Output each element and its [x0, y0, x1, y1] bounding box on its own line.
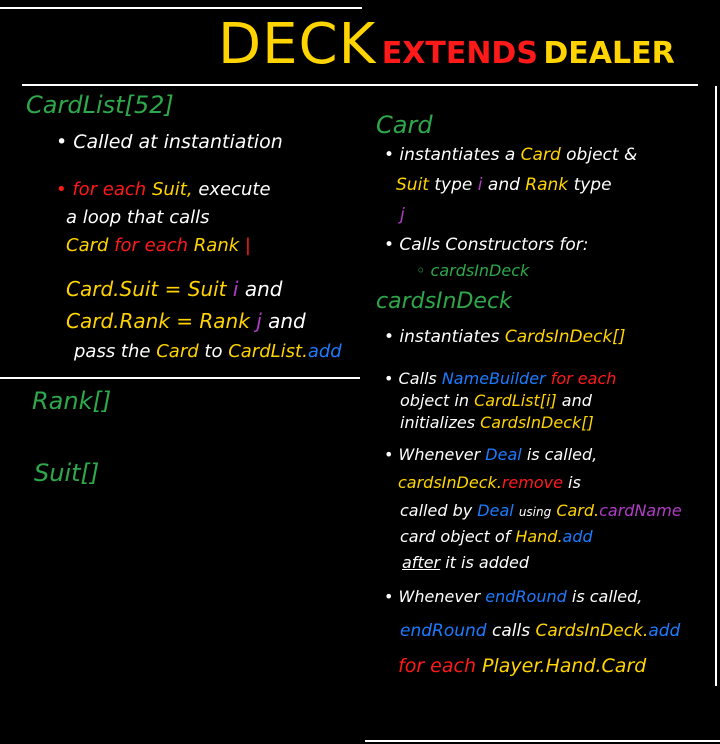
- card-suit-assign-line: [66, 278, 282, 300]
- cardsindeck-ref: cardsInDeck.: [398, 473, 502, 492]
- called-by-deal-line: [400, 502, 682, 520]
- rank-ref: Rank: [193, 235, 240, 256]
- whenever-text: • Whenever: [384, 445, 481, 464]
- loop-line: a loop that calls: [66, 207, 210, 228]
- title-extends: EXTENDS: [381, 36, 538, 71]
- using-text: using: [518, 505, 552, 519]
- rank-rhs: Rank: [199, 309, 250, 333]
- type-text: type: [573, 175, 612, 195]
- deal-ref: Deal: [477, 501, 514, 520]
- whenever-text: • Whenever: [384, 587, 481, 606]
- card-heading: Card: [376, 111, 433, 139]
- endround-calls-line: [400, 622, 680, 641]
- after-text: after: [402, 553, 441, 572]
- hand-ref: Hand.: [515, 527, 563, 546]
- cid-remove-line: [398, 474, 581, 492]
- remove-method: remove: [501, 473, 563, 492]
- cid-bullet-2: [384, 370, 616, 388]
- object-in-text: object in: [400, 391, 469, 410]
- add-method: add: [648, 621, 681, 641]
- cardsindeck-heading: cardsInDeck: [376, 289, 512, 314]
- to-text: to: [204, 341, 223, 362]
- index-i: i: [477, 175, 483, 195]
- suit-ref: Suit: [396, 175, 429, 195]
- equals-sign: =: [164, 277, 182, 301]
- called-by-text: called by: [400, 501, 473, 520]
- calls-text: • Calls: [384, 369, 437, 388]
- for-each-keyword: for each: [114, 235, 189, 256]
- cursor-bar: |: [244, 235, 251, 256]
- instantiates-text: • instantiates a: [384, 145, 516, 165]
- title-deck: DECK: [218, 12, 377, 77]
- constructor-subitem: ◦ cardsInDeck: [416, 261, 530, 280]
- after-added-line: [402, 554, 529, 572]
- card-suit-lhs: Card.Suit: [66, 277, 159, 301]
- suit-ref: Suit,: [151, 179, 193, 200]
- and-text: and: [561, 391, 592, 410]
- for-each-player-hand-line: [398, 656, 646, 677]
- cardsindeck-ref: CardsInDeck.: [535, 621, 649, 641]
- cid-bullet-1: [384, 328, 626, 347]
- cardname-ref: cardName: [599, 501, 682, 520]
- suit-rank-types-line: [396, 176, 612, 195]
- rank-heading: Rank[]: [32, 387, 112, 415]
- calls-text: calls: [491, 621, 531, 641]
- object-text: object &: [566, 145, 638, 165]
- namebuilder-ref: NameBuilder: [441, 369, 546, 388]
- suit-heading: Suit[]: [34, 459, 100, 487]
- initializes-line: [400, 414, 594, 432]
- card-ref: Card: [66, 235, 109, 256]
- suit-rhs: Suit: [187, 277, 227, 301]
- is-text: is: [568, 473, 581, 492]
- for-each-keyword: • for each: [56, 179, 147, 200]
- bottom-right-line: [365, 740, 720, 742]
- rank-ref: Rank: [525, 175, 569, 195]
- title: [218, 14, 675, 76]
- card-rank-assign-line: [66, 310, 306, 332]
- card-for-each-rank-line: [66, 236, 251, 256]
- it-is-added-text: it is added: [445, 553, 530, 572]
- add-method: add: [562, 527, 593, 546]
- endround-ref: endRound: [400, 621, 487, 641]
- cid-bullet-3: [384, 446, 597, 464]
- instantiates-text: • instantiates: [384, 327, 500, 347]
- initializes-text: initializes: [400, 413, 476, 432]
- pass-the-text: pass the: [74, 341, 151, 362]
- pass-card-line: [74, 342, 342, 362]
- card-ref: Card: [520, 145, 561, 165]
- left-column-bottom-line: [0, 377, 360, 379]
- cardlist-bullet-2: [56, 180, 271, 200]
- for-each-keyword: for each: [398, 655, 476, 677]
- object-in-cardlist-line: [400, 392, 592, 410]
- cardlist-heading: CardList[52]: [26, 91, 174, 119]
- deal-ref: Deal: [485, 445, 522, 464]
- endround-ref: endRound: [485, 587, 567, 606]
- and-text: and: [268, 309, 306, 333]
- cardlist-index: CardList[i]: [474, 391, 557, 410]
- rank-lhs: Rank: [119, 309, 170, 333]
- index-i: i: [232, 277, 239, 301]
- and-text: and: [244, 277, 283, 301]
- card-prefix: Card.: [66, 309, 120, 333]
- title-underline: [22, 84, 698, 86]
- index-j: j: [400, 205, 405, 225]
- right-border: [715, 86, 717, 686]
- cardlist-ref: CardList.: [228, 341, 308, 362]
- card-bullet-2: • Calls Constructors for:: [384, 235, 589, 255]
- card-ref: Card: [156, 341, 199, 362]
- cardsindeck-array: CardsInDeck[]: [480, 413, 594, 432]
- type-text: type: [434, 175, 473, 195]
- add-method: add: [307, 341, 342, 362]
- top-left-line: [0, 7, 362, 9]
- and-text: and: [487, 175, 520, 195]
- equals-sign: =: [176, 309, 194, 333]
- cardlist-bullet-1: • Called at instantiation: [56, 131, 283, 153]
- card-object-of-hand-line: [400, 528, 593, 546]
- index-j: j: [256, 309, 262, 333]
- card-prefix: Card.: [556, 501, 600, 520]
- execute-text: execute: [198, 179, 271, 200]
- is-called-text: is called,: [526, 445, 598, 464]
- card-bullet-1: [384, 146, 637, 165]
- is-called-text: is called,: [571, 587, 643, 606]
- title-dealer: DEALER: [543, 36, 675, 71]
- cid-bullet-4: [384, 588, 642, 606]
- player-hand-card-ref: Player.Hand.Card: [482, 655, 647, 677]
- cardsindeck-array: CardsInDeck[]: [504, 327, 626, 347]
- card-object-of-text: card object of: [400, 527, 511, 546]
- for-each-keyword: for each: [550, 369, 617, 388]
